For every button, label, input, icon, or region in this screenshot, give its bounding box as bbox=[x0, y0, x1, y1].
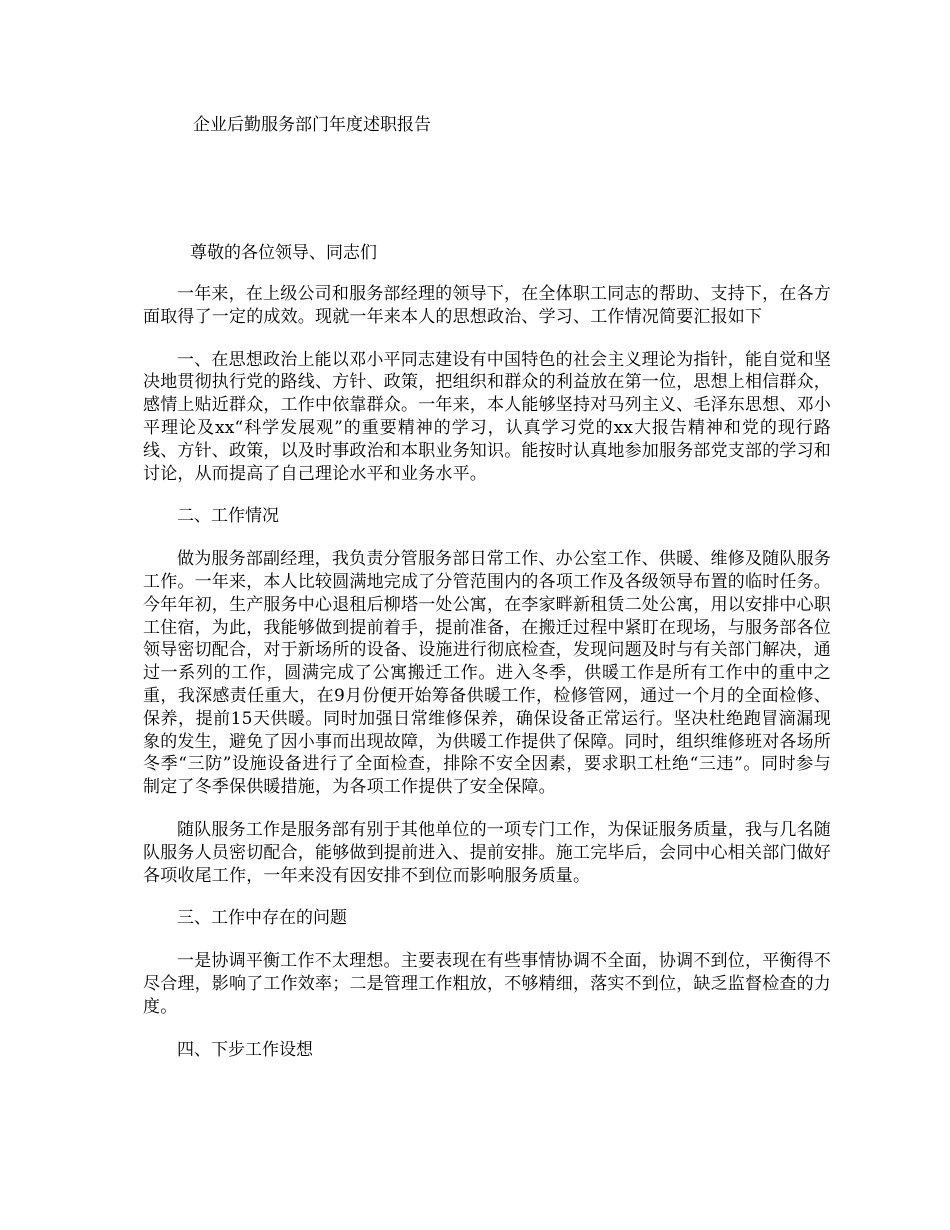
section-3-heading: 三、工作中存在的问题 bbox=[177, 908, 347, 929]
section-3-paragraph: 一是协调平衡工作不太理想。主要表现在有些事情协调不全面，协调不到位，平衡得不尽合理，影响了工作效率；二是管理工作粗放，不够精细，落实不到位，缺乏监督检查的力度。 bbox=[143, 951, 831, 1017]
section-2-heading: 二、工作情况 bbox=[177, 506, 279, 527]
intro-paragraph: 一年来，在上级公司和服务部经理的领导下，在全体职工同志的帮助、支持下，在各方面取得了一定的成效。现就一年来本人的思想政治、学习、工作情况简要汇报如下 bbox=[143, 284, 831, 327]
document-title: 企业后勤服务部门年度述职报告 bbox=[193, 115, 431, 135]
document-body bbox=[143, 283, 831, 1081]
section-2-paragraph-1: 做为服务部副经理，我负责分管服务部日常工作、办公室工作、供暖、维修及随队服务工作。一年来，本人比较圆满地完成了分管范围内的各项工作及各级领导布置的临时任务。今年年初，生产服务中心退租后柳塔一处公寓，在李家畔新租赁二处公寓，用以安排中心职工住宿，为此，我能够做到提前着手，提前准备，在搬迁过程中紧盯在现场，与服务部各位领导密切配合，对于新场所的设备、设施进行彻底检查，发现问题及时与有关部门解决，通过一系列的工作，圆满完成了公寓搬迁工作。进入冬季，供暖工作是所有工作中的重中之重，我深感责任重大，在9月份便开始筹备供暖工作，检修管网，通过一个月的全面检修、保养，提前15天供暖。同时加强日常维修保养，确保设备正常运行。坚决杜绝跑冒滴漏现象的发生，避免了因小事而出现故障，为供暖工作提供了保障。同时，组织维修班对各场所冬季“三防”设施设备进行了全面检查，排除不安全因素，要求职工杜绝“三违”。同时参与制定了冬季保供暖措施，为各项工作提供了安全保障。 bbox=[143, 549, 831, 798]
section-2-paragraph-2: 随队服务工作是服务部有别于其他单位的一项专门工作，为保证服务质量，我与几名随队服务人员密切配合，能够做到提前进入、提前安排。施工完毕后，会同中心相关部门做好各项收尾工作，一年来没有因安排不到位而影响服务质量。 bbox=[143, 819, 831, 886]
section-4-heading: 四、下步工作设想 bbox=[177, 1039, 313, 1060]
salutation: 尊敬的各位领导、同志们 bbox=[190, 243, 377, 263]
section-1-paragraph: 一、在思想政治上能以邓小平同志建设有中国特色的社会主义理论为指针，能自觉和坚决地贯彻执行党的路线、方针、政策，把组织和群众的利益放在第一位，思想上相信群众，感情上贴近群众，工作中依靠群众。一年来，本人能够坚持对马列主义、毛泽东思想、邓小平理论及xx“科学发展观”的重要精神的学习，认真学习党的xx大报告精神和党的现行路线、方针、政策，以及时事政治和本职业务知识。能按时认真地参加服务部党支部的学习和讨论，从而提高了自己理论水平和业务水平。 bbox=[143, 349, 831, 484]
